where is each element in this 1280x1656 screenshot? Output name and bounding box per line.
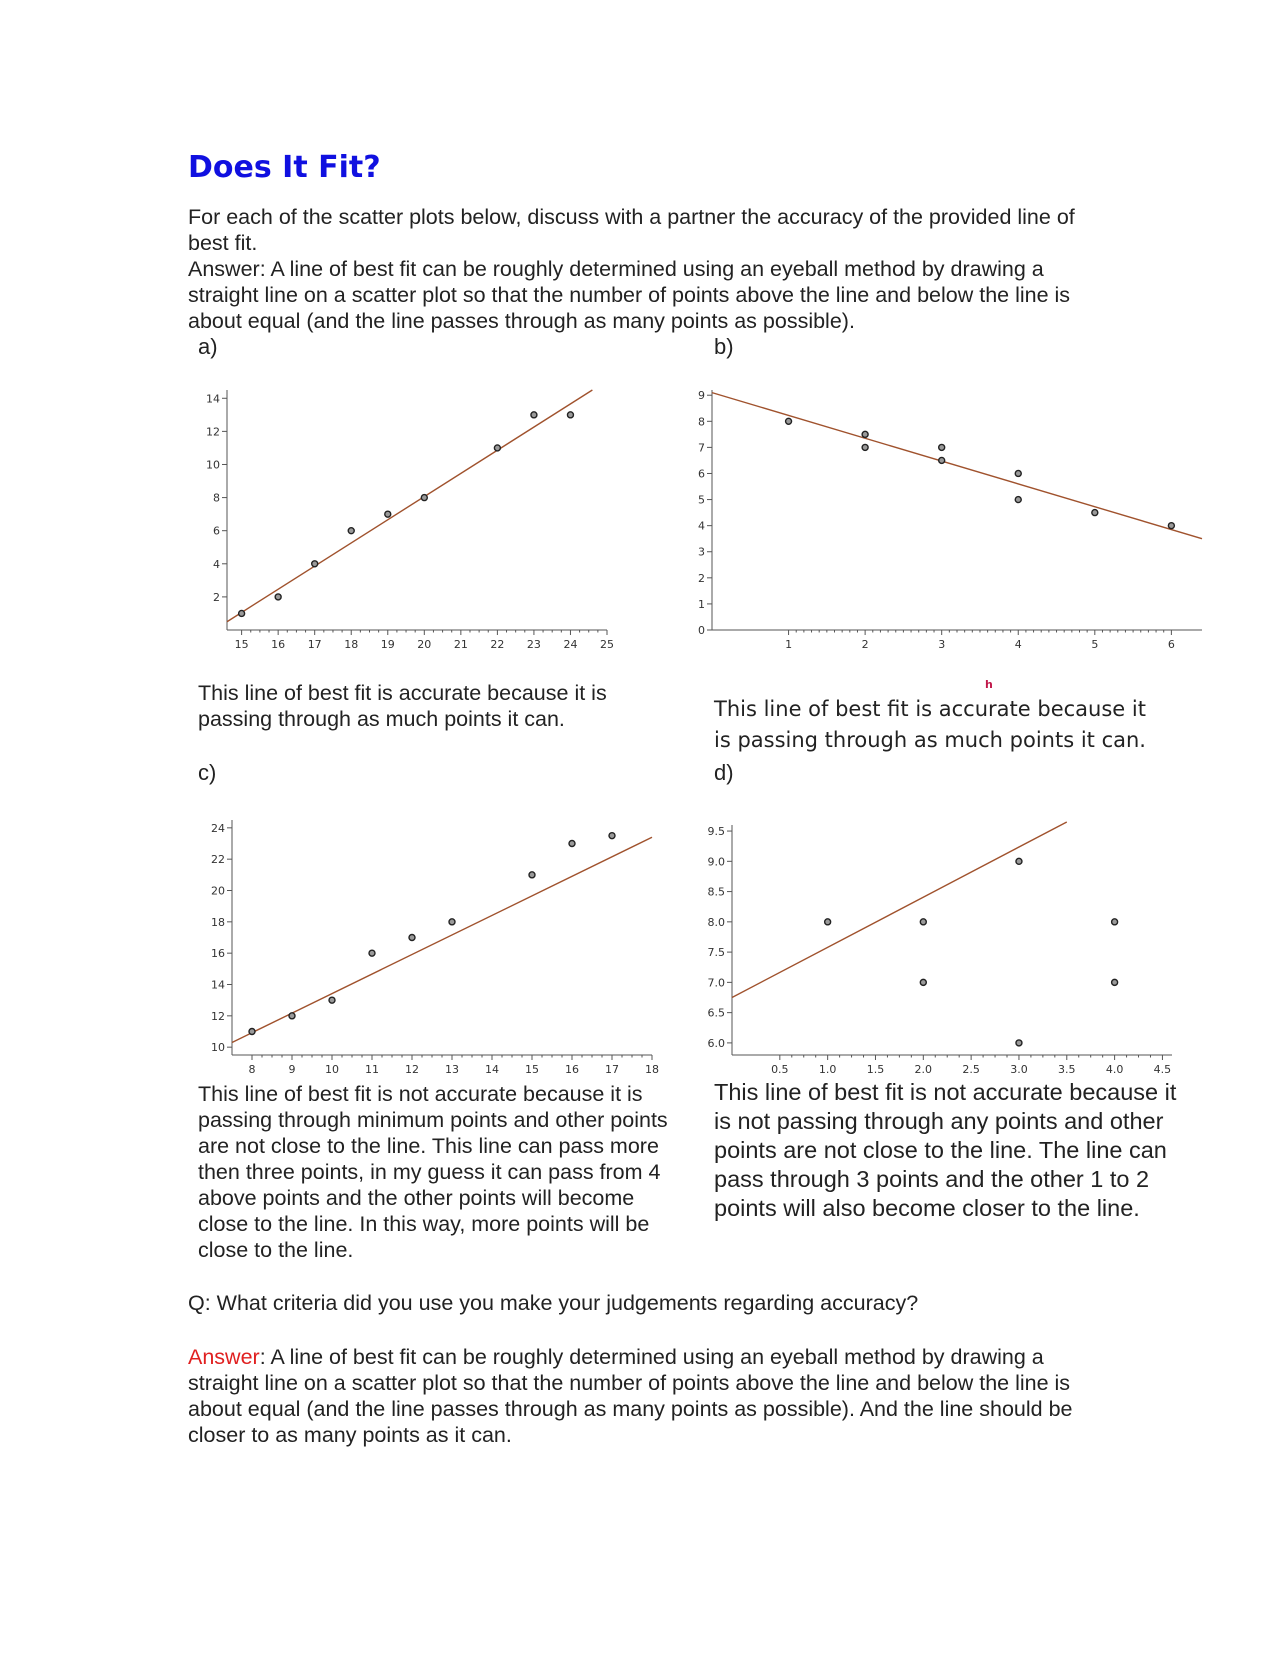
y-tick-label: 0 (698, 624, 705, 637)
data-point (531, 412, 537, 418)
x-tick-label: 8 (248, 1063, 256, 1076)
data-point (409, 935, 415, 941)
data-point (786, 418, 792, 424)
y-tick-label: 2 (698, 571, 705, 585)
y-tick-label: 8 (698, 415, 705, 429)
y-tick-label: 9 (698, 389, 705, 403)
y-tick-label: 9.5 (707, 825, 725, 839)
intro-text: For each of the scatter plots below, discuss with a partner the accuracy of the provided line of best fit. (188, 205, 1075, 255)
x-tick-label: 1 (785, 638, 793, 651)
x-tick-label: 4.0 (1105, 1063, 1124, 1076)
y-tick-label: 10 (206, 458, 220, 472)
x-tick-label: 15 (234, 638, 249, 651)
x-tick-label: 15 (525, 1063, 539, 1076)
x-tick-label: 4.5 (1153, 1063, 1172, 1076)
scatter-plot-b-svg (700, 385, 1210, 690)
x-tick-label: 11 (365, 1063, 379, 1076)
final-answer (188, 1344, 1088, 1448)
y-tick-label: 7.5 (707, 946, 725, 960)
y-tick-label: 16 (211, 947, 225, 961)
x-tick-label: 22 (490, 638, 505, 651)
data-point (1168, 523, 1174, 529)
y-tick-label: 1 (698, 597, 705, 611)
data-point (421, 495, 427, 501)
data-point (1016, 1040, 1022, 1046)
data-point (825, 919, 831, 925)
page-title: Does It Fit? (188, 150, 381, 185)
data-point (939, 444, 945, 450)
best-fit-line (232, 837, 652, 1042)
panel-a-label: a) (198, 334, 218, 359)
y-tick-label: 2 (213, 590, 220, 604)
final-answer-text: : A line of best fit can be roughly determined using an eyeball method by drawing a straight line on a scatter plot so that the number of points above the line and below the line is about equal (and the line passes through as many points as possible). And the line should be closer to as many points as it can. (188, 1345, 1073, 1447)
y-tick-label: 4 (698, 519, 705, 533)
panel-c-caption: This line of best fit is not accurate because it is passing through minimum points and other points are not close to the line. This line can pass more then three points, in my guess it can pass from 4 above points and the other points will become close to the line. In this way, more points will be close to the line. (198, 1082, 668, 1262)
scatter-plot-b (700, 385, 1210, 690)
data-point (920, 979, 926, 985)
y-tick-label: 6 (698, 467, 705, 481)
y-tick-label: 5 (698, 493, 705, 507)
x-tick-label: 2.0 (914, 1063, 933, 1076)
data-point (494, 445, 500, 451)
question-text: Q: What criteria did you use you make your judgements regarding accuracy? (188, 1291, 919, 1315)
data-point (569, 841, 575, 847)
data-point (920, 919, 926, 925)
y-tick-label: 3 (698, 545, 705, 559)
x-tick-label: 25 (600, 638, 614, 651)
x-tick-label: 3.0 (1010, 1063, 1028, 1076)
scatter-plot-a-svg (180, 385, 630, 685)
data-point (289, 1013, 295, 1019)
x-tick-label: 16 (565, 1063, 579, 1076)
y-tick-label: 8.5 (707, 885, 725, 899)
answer-intro-text: Answer: A line of best fit can be roughly determined using an eyeball method by drawing a straight line on a scatter plot so that the number of points above the line and below the line is about equal (and the line passes through as many points as possible). (188, 257, 1071, 333)
y-tick-label: 18 (211, 915, 225, 929)
best-fit-line (732, 822, 1067, 998)
data-point (1112, 919, 1118, 925)
x-tick-label: 9 (288, 1063, 296, 1076)
y-tick-label: 12 (206, 425, 220, 439)
data-point (1016, 858, 1022, 864)
axes (227, 820, 652, 1060)
x-tick-label: 1.0 (818, 1063, 837, 1076)
panel-b-label: b) (714, 334, 734, 359)
y-tick-label: 9.0 (707, 855, 725, 869)
y-tick-label: 22 (211, 853, 225, 867)
x-tick-label: 18 (645, 1063, 659, 1076)
x-tick-label: 5 (1091, 638, 1099, 651)
data-point (939, 457, 945, 463)
data-point (862, 444, 868, 450)
y-tick-label: 8.0 (707, 915, 725, 929)
data-point (1112, 979, 1118, 985)
x-tick-label: 18 (344, 638, 359, 651)
y-tick-label: 6 (213, 524, 220, 538)
panel-b-caption: This line of best fit is accurate because it is passing through as much points it can. (714, 697, 1146, 752)
x-tick-label: 17 (307, 638, 322, 651)
data-point (567, 412, 573, 418)
x-tick-label: 14 (485, 1063, 499, 1076)
scatter-plot-c (180, 805, 680, 1085)
best-fit-line (227, 390, 592, 622)
y-tick-label: 8 (213, 491, 220, 505)
y-tick-label: 6.0 (707, 1036, 725, 1050)
x-tick-label: 6 (1167, 638, 1175, 651)
y-tick-label: 7.0 (707, 976, 725, 990)
x-tick-label: 21 (453, 638, 468, 651)
x-tick-label: 0.5 (771, 1063, 789, 1076)
x-tick-label: 3.5 (1058, 1063, 1076, 1076)
x-tick-label: 2.5 (962, 1063, 980, 1076)
final-answer-label: Answer (188, 1345, 260, 1369)
y-tick-label: 14 (211, 978, 225, 992)
data-point (385, 511, 391, 517)
x-tick-label: 10 (325, 1063, 339, 1076)
x-tick-label: 3 (938, 638, 946, 651)
x-tick-label: 24 (563, 638, 578, 651)
data-point (1015, 470, 1021, 476)
best-fit-line (712, 393, 1202, 539)
x-tick-label: 23 (526, 638, 541, 651)
panel-a-caption: This line of best fit is accurate because it is passing through as much points it can. (198, 681, 607, 731)
panel-d-caption: This line of best fit is not accurate because it is not passing through any points and other points are not close to the line. The line can pass through 3 points and the other 1 to 2 points will also become closer to the line. (714, 1079, 1177, 1221)
x-tick-label: 1.5 (866, 1063, 885, 1076)
data-point (862, 431, 868, 437)
scatter-plot-c-svg (180, 805, 680, 1085)
y-tick-label: 14 (206, 392, 220, 406)
x-tick-label: 12 (405, 1063, 419, 1076)
data-point (275, 594, 281, 600)
data-point (1015, 497, 1021, 503)
x-tick-label: 19 (380, 638, 395, 651)
scatter-plot-d (700, 805, 1180, 1080)
y-tick-label: 6.5 (707, 1006, 725, 1020)
data-point (1092, 510, 1098, 516)
scatter-plot-d-svg (700, 805, 1180, 1080)
axes (707, 390, 1202, 635)
data-point (369, 950, 375, 956)
x-tick-label: 20 (417, 638, 432, 651)
y-tick-label: 12 (211, 1009, 225, 1023)
data-point (449, 919, 455, 925)
data-point (239, 610, 245, 616)
y-tick-label: 7 (698, 441, 705, 455)
data-point (249, 1029, 255, 1035)
panel-d-label: d) (714, 760, 734, 785)
x-tick-label: 16 (271, 638, 286, 651)
y-tick-label: 20 (211, 884, 225, 898)
y-tick-label: 24 (211, 821, 225, 835)
data-point (529, 872, 535, 878)
x-tick-label: 4 (1014, 638, 1022, 651)
data-point (609, 833, 615, 839)
y-tick-label: 10 (211, 1041, 225, 1055)
scatter-plot-a (180, 385, 630, 685)
x-tick-label: 17 (605, 1063, 619, 1076)
axis-marker-b: h (985, 678, 993, 691)
y-tick-label: 4 (213, 557, 220, 571)
data-point (312, 561, 318, 567)
data-point (329, 997, 335, 1003)
x-tick-label: 2 (861, 638, 869, 651)
panel-c-label: c) (198, 760, 217, 785)
axes (727, 825, 1172, 1060)
data-point (348, 528, 354, 534)
x-tick-label: 13 (445, 1063, 459, 1076)
